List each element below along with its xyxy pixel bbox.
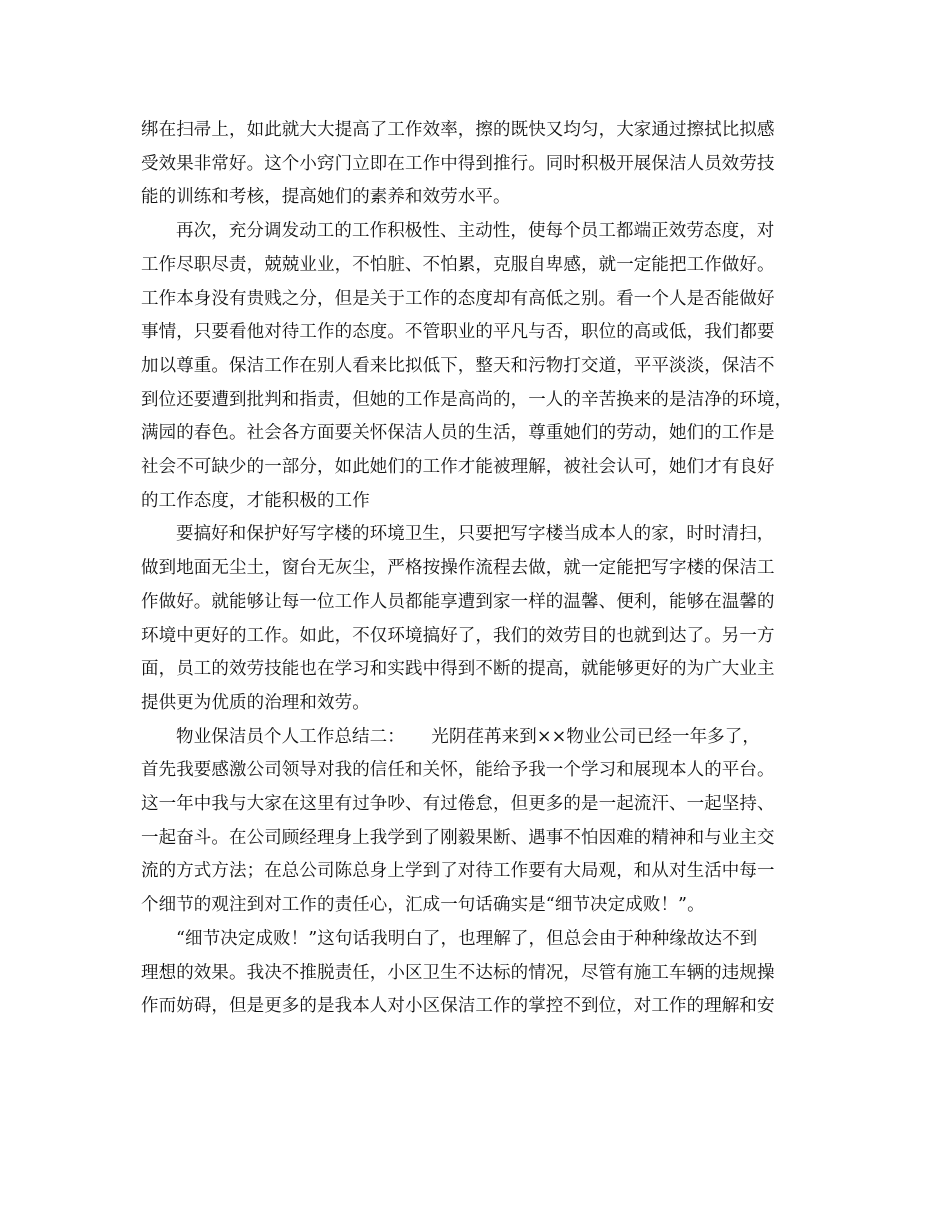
text-line: 一起奋斗。在公司顾经理身上我学到了刚毅果断、遇事不怕因难的精神和与业主交 [141, 827, 775, 848]
text-line: 满园的春色。社会各方面要关怀保洁人员的生活，尊重她们的劳动，她们的工作是 [141, 423, 775, 444]
text-line: 加以尊重。保洁工作在别人看来比拟低下，整天和污物打交道，平平淡淡，保洁不 [141, 355, 775, 376]
text-line-indented: 物业保洁员个人工作总结二： 光阴荏苒来到××物业公司已经一年多了， [176, 726, 760, 747]
text-line: 受效果非常好。这个小窍门立即在工作中得到推行。同时积极开展保洁人员效劳技 [141, 153, 775, 174]
text-line-indented: “细节决定成败！”这句话我明白了，也理解了，但总会由于种种缘故达不到 [176, 928, 758, 949]
text-line: 流的方式方法；在总公司陈总身上学到了对待工作要有大局观，和从对生活中每一 [141, 861, 775, 882]
paragraph-5 [141, 923, 813, 1024]
text-line: 环境中更好的工作。如此，不仅环境搞好了，我们的效劳目的也就到达了。另一方 [141, 625, 775, 646]
text-line: 个细节的观注到对工作的责任心，汇成一句话确实是“细节决定成败！”。 [141, 895, 705, 916]
text-line: 能的训练和考核，提高她们的素养和效劳水平。 [141, 187, 511, 208]
paragraph-1 [141, 114, 813, 215]
text-line: 工作本身没有贵贱之分，但是关于工作的态度却有高低之别。看一个人是否能做好 [141, 288, 775, 309]
text-line: 绑在扫帚上，如此就大大提高了工作效率，擦的既快又均匀，大家通过擦拭比拟感 [141, 120, 775, 140]
text-line: 提供更为优质的治理和效劳。 [141, 692, 370, 713]
text-line: 的工作态度，才能积极的工作 [141, 490, 370, 511]
document-body [141, 114, 813, 1024]
text-line: 社会不可缺少的一部分，如此她们的工作才能被理解，被社会认可，她们才有良好 [141, 457, 775, 478]
text-line: 事情，只要看他对待工作的态度。不管职业的平凡与否，职位的高或低，我们都要 [141, 322, 775, 343]
paragraph-4 [141, 721, 813, 923]
text-line: 面，员工的效劳技能也在学习和实践中得到不断的提高，就能够更好的为广大业主 [141, 659, 775, 680]
text-line: 作做好。就能够让每一位工作人员都能享遭到家一样的温馨、便利，能够在温馨的 [141, 591, 775, 612]
paragraph-3 [141, 518, 813, 720]
text-line: 到位还要遭到批判和指责，但她的工作是高尚的，一人的辛苦换来的是洁净的环境， [141, 389, 793, 410]
text-line: 做到地面无尘土，窗台无灰尘，严格按操作流程去做，就一定能把写字楼的保洁工 [141, 558, 775, 579]
text-line-indented: 再次，充分调发动工的工作积极性、主动性，使每个员工都端正效劳态度，对 [176, 221, 775, 242]
text-line: 工作尽职尽责，兢兢业业，不怕脏、不怕累，克服自卑感，就一定能把工作做好。 [141, 254, 775, 275]
text-line: 理想的效果。我决不推脱责任，小区卫生不达标的情况，尽管有施工车辆的违规操 [141, 962, 775, 983]
text-line: 作而妨碍，但是更多的是我本人对小区保洁工作的掌控不到位，对工作的理解和安 [141, 996, 775, 1017]
text-line: 这一年中我与大家在这里有过争吵、有过倦怠，但更多的是一起流汗、一起坚持、 [141, 794, 775, 815]
paragraph-2 [141, 215, 813, 518]
text-line: 首先我要感激公司领导对我的信任和关怀，能给予我一个学习和展现本人的平台。 [141, 760, 775, 781]
text-line-indented: 要搞好和保护好写字楼的环境卫生，只要把写字楼当成本人的家，时时清扫， [176, 524, 775, 545]
